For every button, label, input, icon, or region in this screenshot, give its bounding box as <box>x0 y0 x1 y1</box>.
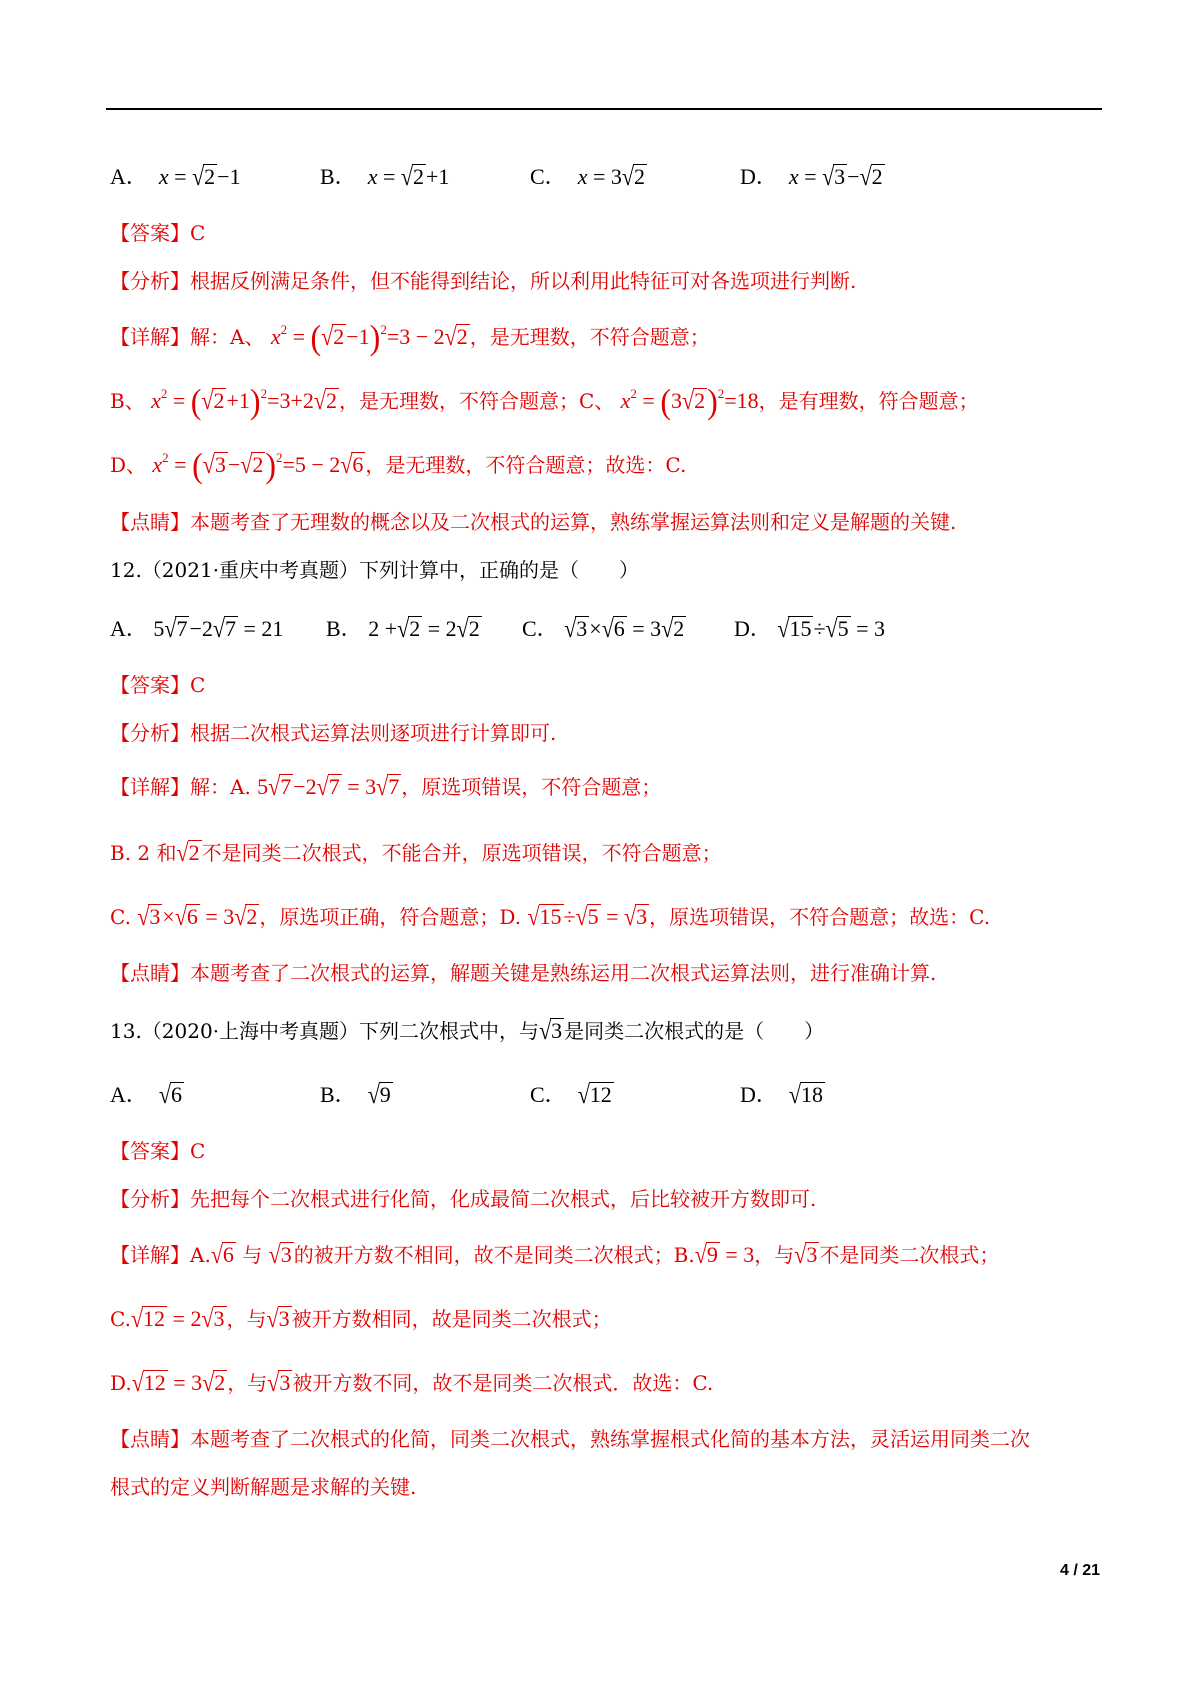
option-c: C． √3×√6 = 3√2 <box>522 614 685 643</box>
option-c: C． √12 <box>530 1080 612 1109</box>
option-a: A． x = √2−1 <box>110 162 241 191</box>
q12-detail-a: 【详解】解：A. 5√7−2√7 = 3√7 ，原选项错误，不符合题意； <box>110 772 662 801</box>
option-b: B． √9 <box>320 1080 391 1109</box>
q11-detail-d: D、 $x^2 = (√3-√2)^2=5 - 2√6$ ，是无理数，不符合题意；故选：C. <box>110 445 687 485</box>
q12-comment: 【点睛】本题考查了二次根式的运算，解题关键是熟练运用二次根式运算法则，进行准确计算. <box>110 961 937 985</box>
q12-detail-c: C. √3×√6 = 3√2 ，原选项正确，符合题意；D. √15÷√5 = √3 ，原选项错误，不符合题意；故选：C. <box>110 902 991 931</box>
q13-comment-line1: 【点睛】本题考查了二次根式的化简，同类二次根式，熟练掌握根式化简的基本方法，灵活运用同类二次 <box>110 1427 1030 1451</box>
option-b: B． 2 +√2 = 2√2 <box>326 614 480 643</box>
q13-stem: 13.（2020·上海中考真题）下列二次根式中，与√3 是同类二次根式的是（ ） <box>110 1016 825 1045</box>
q12-analysis: 【分析】根据二次根式运算法则逐项进行计算即可. <box>110 721 557 745</box>
q12-stem: 12.（2021·重庆中考真题）下列计算中，正确的是（ ） <box>110 558 640 582</box>
option-d: D． √18 <box>740 1080 823 1109</box>
sqrt: √2 <box>859 162 883 191</box>
option-a: A． √6 <box>110 1080 182 1109</box>
q13-analysis: 【分析】先把每个二次根式进行化简，化成最简二次根式，后比较被开方数即可. <box>110 1187 817 1211</box>
header-rule <box>106 108 1102 110</box>
q13-detail-d: D.√12 = 3√2 ，与√3 被开方数不同，故不是同类二次根式．故选：C. <box>110 1368 714 1397</box>
sqrt: √2 <box>621 162 645 191</box>
option-a: A． 5√7−2√7 = 21 <box>110 614 284 643</box>
page-number: 4 / 21 <box>1059 1562 1100 1579</box>
q13-comment-line2: 根式的定义判断解题是求解的关键. <box>110 1475 417 1499</box>
sqrt: √3 <box>822 162 846 191</box>
q12-answer: 【答案】C <box>110 673 206 697</box>
sqrt: √2 <box>192 162 216 191</box>
q13-detail-a: 【详解】A.√6 与 √3 的被开方数不相同，故不是同类二次根式；B.√9 = 3，与√3 不是同类二次根式； <box>110 1240 1000 1269</box>
q11-answer: 【答案】C <box>110 221 206 245</box>
option-c: C． x = 3√2 <box>530 162 645 191</box>
option-d: D． √15÷√5 = 3 <box>734 614 886 643</box>
q11-detail-b: B、 $x^2 = (√2+1)^2=3+2√2$ ，是无理数，不符合题意；C、 $x^2 = (3√2)^2=18$，是有理数，符合题意； <box>110 381 979 421</box>
q11-analysis: 【分析】根据反例满足条件，但不能得到结论，所以利用此特征可对各选项进行判断. <box>110 269 857 293</box>
q12-detail-b: B. 2 和√2 不是同类二次根式，不能合并，原选项错误，不符合题意； <box>110 838 722 867</box>
q13-answer: 【答案】C <box>110 1139 206 1163</box>
option-b: B． x = √2+1 <box>320 162 450 191</box>
sqrt: √2 <box>400 162 424 191</box>
q13-detail-c: C.√12 = 2√3 ，与√3 被开方数相同，故是同类二次根式； <box>110 1304 612 1333</box>
option-d: D． x = √3−√2 <box>740 162 883 191</box>
q11-comment: 【点睛】本题考查了无理数的概念以及二次根式的运算，熟练掌握运算法则和定义是解题的关键. <box>110 510 957 534</box>
q11-detail-a: 【详解】解：A、 $x^2 = (√2-1)^2=3 - 2√2$ ，是无理数，不符合题意； <box>110 317 710 357</box>
